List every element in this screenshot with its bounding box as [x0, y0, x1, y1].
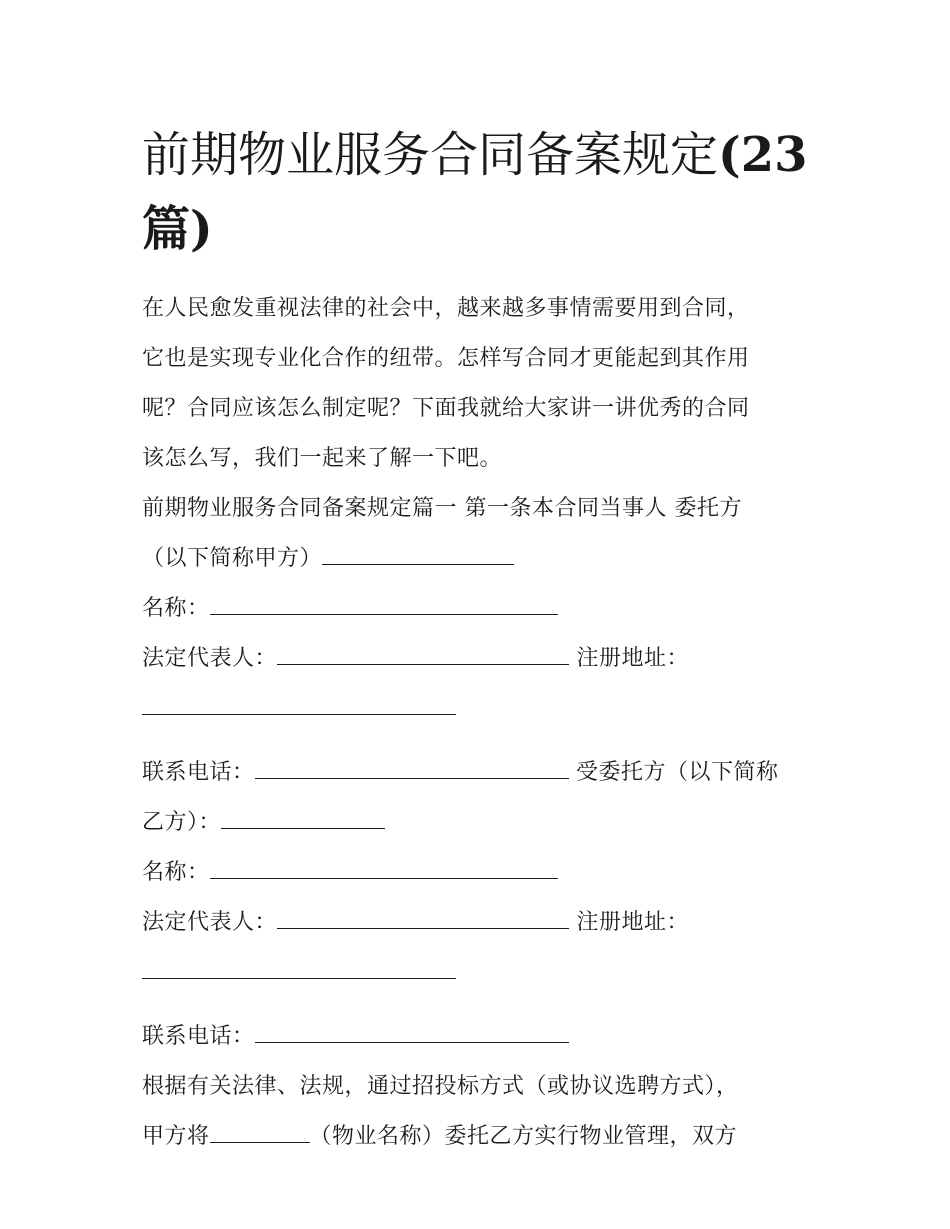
- basis-line-2: [142, 1112, 832, 1162]
- name-blank-2[interactable]: [210, 858, 558, 879]
- party-a-blank[interactable]: [322, 544, 514, 565]
- phone-blank-1[interactable]: [255, 758, 569, 779]
- party-a-line: [142, 534, 832, 584]
- title-count: (23: [718, 127, 808, 183]
- legal-rep-line-2: [142, 898, 832, 948]
- reg-address-blank-1[interactable]: [142, 694, 456, 715]
- intro-line-4: 该怎么写，我们一起来了解一下吧。: [142, 446, 503, 471]
- legal-rep-label-2: 法定代表人：: [142, 910, 278, 935]
- party-b-blank[interactable]: [221, 808, 385, 829]
- party-b-suffix: 乙方）：: [142, 810, 222, 835]
- reg-address-blank-2[interactable]: [142, 958, 456, 979]
- name-line-1: [142, 584, 832, 634]
- reg-address-label-2: 注册地址：: [569, 910, 690, 935]
- party-a-label: （以下简称甲方）: [142, 546, 323, 571]
- reg-address-line-1: [142, 684, 832, 734]
- reg-address-line-2: [142, 948, 832, 998]
- document-page: [142, 118, 832, 1162]
- title-line2: 篇): [142, 201, 213, 257]
- basis-line-2-a: 甲方将: [142, 1124, 210, 1149]
- intro-line-2: 它也是实现专业化合作的纽带。怎样写合同才更能起到其作用: [142, 346, 750, 371]
- reg-address-label-1: 注册地址：: [569, 646, 690, 671]
- phone-label-2: 联系电话：: [142, 1024, 255, 1049]
- basis-line-2-b: （物业名称）委托乙方实行物业管理，双方: [309, 1124, 738, 1149]
- section-heading: 前期物业服务合同备案规定篇一 第一条本合同当事人 委托方: [142, 496, 742, 521]
- intro-line-3: 呢？合同应该怎么制定呢？下面我就给大家讲一讲优秀的合同: [142, 396, 750, 421]
- phone-label-1: 联系电话：: [142, 760, 255, 785]
- name-line-2: [142, 848, 832, 898]
- basis-line-1: 根据有关法律、法规，通过招投标方式（或协议选聘方式），: [142, 1074, 739, 1099]
- name-label-1: 名称：: [142, 596, 210, 621]
- document-title: [142, 118, 832, 266]
- title-main: 前期物业服务合同备案规定: [142, 127, 719, 183]
- phone-blank-2[interactable]: [255, 1022, 569, 1043]
- party-b-label: 受委托方（以下简称: [568, 760, 779, 785]
- legal-rep-blank-1[interactable]: [277, 644, 569, 665]
- phone-line-2: [142, 1012, 832, 1062]
- intro-paragraph: [142, 284, 832, 484]
- phone-line-1: [142, 748, 832, 798]
- name-blank-1[interactable]: [210, 594, 558, 615]
- property-name-blank[interactable]: [210, 1122, 310, 1143]
- legal-rep-label-1: 法定代表人：: [142, 646, 278, 671]
- name-label-2: 名称：: [142, 860, 210, 885]
- intro-line-1: 在人民愈发重视法律的社会中，越来越多事情需要用到合同，: [142, 296, 750, 321]
- party-b-line: [142, 798, 832, 848]
- legal-rep-line-1: [142, 634, 832, 684]
- legal-rep-blank-2[interactable]: [277, 908, 569, 929]
